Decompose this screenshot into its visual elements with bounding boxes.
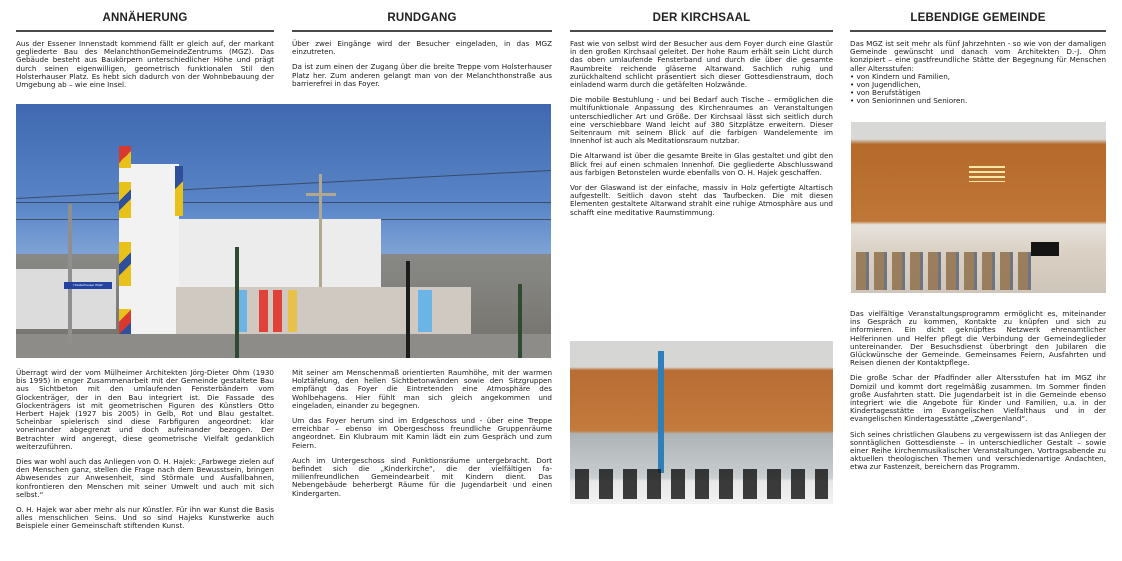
hajek-figure bbox=[119, 146, 131, 168]
paragraph: Fast wie von selbst wird der Besucher aus dem Foyer durch eine Glastür in den großen Kirchsaal geleitet. Der hohe Raum erhält sein Licht durch das oben umlaufende Fensterband und durch die über die gesamte Raumbreite reichende gläserne Altarwand. Sachlich ruhig und zurückhaltend schlicht präsentiert sich dieser Gottesdienstraum, doch einladend warm durch die getäfelten Holzwände. bbox=[570, 39, 833, 90]
heading-lebendige-gemeinde: LEBENDIGE GEMEINDE bbox=[910, 12, 1046, 24]
photo-church-exterior bbox=[16, 104, 551, 358]
heading-rundgang: RUNDGANG bbox=[387, 12, 457, 24]
paragraph: Dies war wohl auch das Anliegen von O. H. Hajek: „Farbwege zielen auf den Menschen ganz, stellen die Frage nach dem Bewusstsein, bringen Abwesendes zur Anwesenheit, sind Störmale und Ausfallbahnen, konfrontieren den Menschen mit seiner Umwelt und auch mit sich selbst.“ bbox=[16, 457, 274, 499]
paragraph: Das MGZ ist seit mehr als fünf Jahrzehnten - so wie von der damaligen Gemeinde gewünscht und danach vom Architekten D.-J. Ohm konzipiert – eine gastfreundliche Stätte der Begegnung für Menschen aller Altersstufen: bbox=[850, 39, 1106, 73]
column-kirchsaal bbox=[570, 0, 833, 224]
blue-column bbox=[658, 351, 664, 473]
street-sign bbox=[64, 282, 112, 289]
colour-stele bbox=[288, 290, 297, 332]
paragraph: Die große Schar der Pfadfinder aller Altersstufen hat im MGZ ihr Domizil und kommt dort regelmäßig zusammen. Im Sommer finden große Ausfahrten statt. Die Jugendarbeit ist in die Gemeinde ebenso integriert wie die Angebote für Kinder und Familien, u.a. in der Kindertagesstätte im Evangelischen Vielfalthaus und in der evangelischen Kindertagesstätte „Zwergenland“. bbox=[850, 373, 1106, 424]
body-text bbox=[570, 40, 833, 217]
list-item: • von Kindern und Familien, bbox=[850, 73, 1106, 81]
heading-annaeherung: ANNÄHERUNG bbox=[102, 12, 188, 24]
photo-church-hall bbox=[851, 122, 1106, 293]
colour-stele bbox=[418, 290, 432, 332]
traffic-light-pole bbox=[518, 284, 522, 358]
chairs bbox=[575, 469, 828, 499]
audience-list bbox=[850, 73, 1106, 106]
light-inscription bbox=[969, 166, 1005, 182]
hajek-figure bbox=[119, 182, 131, 218]
cross bbox=[319, 174, 322, 289]
column-lebendige-gemeinde bbox=[850, 0, 1106, 472]
colour-stele bbox=[259, 290, 268, 332]
hajek-figure bbox=[175, 166, 183, 216]
paragraph: O. H. Hajek war aber mehr als nur Künstler. Für ihn war Kunst die Basis alles menschlichen Seins. Und so sind Hajeks Kunstwerke auch Beispiele einer Gemeinschaft stiftenden Kunst. bbox=[16, 505, 274, 531]
street bbox=[16, 334, 551, 358]
heading-rule bbox=[570, 30, 833, 32]
paragraph: Da ist zum einen der Zugang über die breite Treppe vom Holsterhauser Platz her. Zum anderen gelangt man von der Melanchthonstraße aus barrierefrei in das Foyer. bbox=[292, 62, 552, 88]
hajek-figure bbox=[119, 242, 131, 286]
colour-stele bbox=[238, 290, 247, 332]
paragraph: Auch im Untergeschoss sind Funktionsräume untergebracht. Dort befindet sich die „Kinderkirche“, die der vielfältigen familienfreundlichen Gemeindearbeit mit Kindern dient. Das Nebengebäude beherbergt Räume für die Jugendarbeit und einen Kindergarten. bbox=[292, 455, 552, 498]
paragraph: Um das Foyer herum sind im Erdgeschoss und - über eine Treppe erreichbar – ebenso im Obergeschoss freundliche Gruppenräume angeordnet. Ein Klubraum mit Kamin lädt ein zum Gespräch und zum Feiern. bbox=[292, 416, 552, 450]
column-rundgang bbox=[292, 0, 552, 498]
list-item: • von Jugendlichen, bbox=[850, 81, 1106, 89]
paragraph: Aus der Essener Innenstadt kommend fällt er gleich auf, der markant gegliederte Bau des MelanchthonGemeindeZentrums (MGZ). Das Gebäude besteht aus Baukörpern unterschiedlicher Höhe und prägt durch seinen eigenwilligen, geometrisch funktionalen Stil den Holsterhauser Platz. Es hebt sich dadurch von der Wohnbebauung der Umgebung ab – wie eine Insel. bbox=[16, 39, 274, 90]
heading-rule bbox=[16, 30, 274, 32]
paragraph: Das vielfältige Veranstaltungsprogramm ermöglicht es, miteinander ins Gespräch zu kommen, Kontakte zu knüpfen und sich zu informieren. Ein dicht geknüpftes Netzwerk ehrenamtlicher Helferinnen und Helfer pflegt die Verbindung der Gemeindeglieder untereinander. Der Besuchsdienst überbringt den Jubilaren die Glückwünsche der Gemeinde. Gemeinsames Feiern, Ausfahrten und Reisen dienen der Kontaktpflege. bbox=[850, 309, 1106, 368]
cross-bar bbox=[306, 193, 336, 196]
photo-foyer bbox=[570, 341, 833, 504]
paragraph: Vor der Glaswand ist der einfache, massiv in Holz gefertigte Altartisch aufgestellt. Seitlich davon steht das Taufbecken. Die mit diesen Elementen gestaltete Altarwand strahlt eine ruhige Atmosphäre aus und schafft eine meditative Raumstimmung. bbox=[570, 183, 833, 217]
list-item: • von Seniorinnen und Senioren. bbox=[850, 97, 1106, 105]
street-pole bbox=[68, 204, 72, 344]
traffic-light-pole bbox=[235, 247, 239, 358]
heading-rule bbox=[850, 30, 1106, 32]
body-text bbox=[292, 369, 552, 505]
chair-rows bbox=[856, 252, 1036, 290]
paragraph: Sich seines christlichen Glaubens zu vergewissern ist das Anliegen der sonntäglichen Gottesdienste – in unterschiedlicher Gestalt – sowie einer Reihe kirchenmusikalischer Veranstaltungen. Vortragsabende zu aktuellen theologischen Themen und verschiedenartige Andachten, etwa zur Fastenzeit, bereichern das Programm. bbox=[850, 429, 1106, 472]
heading-rule bbox=[292, 30, 552, 32]
neighbour-building bbox=[16, 269, 116, 329]
body-text bbox=[16, 369, 274, 538]
paragraph: Die Altarwand ist über die gesamte Breite in Glas gestaltet und gibt den Blick frei auf einen schmalen Innenhof. Die gegliederte Abschlusswand aus farbigen Betonstelen wurde ebenfalls von O. H. Hajek geschaffen. bbox=[570, 151, 833, 177]
body-text bbox=[850, 310, 1106, 479]
paragraph: Die mobile Bestuhlung - und bei Bedarf auch Tische – ermöglichen die multifunktionale Anpassung des Kirchenraumes an Veranstaltungen unterschiedlicher Art und Größe. Der Kirchsaal lässt sich seitlich durch eine verschiebbare Wand leicht auf 380 Sitzplätze erweitern. Dieser Seitenraum mit seinem Blick auf die farbigen Wandelemente im Innenhof ist auch als Meditationsraum nutzbar. bbox=[570, 95, 833, 146]
bell-tower bbox=[119, 164, 179, 339]
heading-kirchsaal: DER KIRCHSAAL bbox=[652, 12, 751, 24]
paragraph: Mit seiner am Menschenmaß orientierten Raumhöhe, mit der warmen Holztäfelung, den hellen Sichtbetonwänden sowie den Sitzgruppen empfängt das Foyer die Eintretenden eine Atmosphäre des Wohlbehagens. Hier fühlt man sich gleich angekommen und eingeladen, einander zu begegnen. bbox=[292, 368, 552, 410]
colour-stele bbox=[273, 290, 282, 332]
paragraph: Überragt wird der vom Mülheimer Architekten Jörg-Dieter Ohm (1930 bis 1995) in enger Zusammenarbeit mit der Gemeinde gestaltete Bau aus Sichtbeton mit den umlaufenden Fensterbändern vom Glockenträger, der in den Bau integriert ist. Die Fassade des Glockenträgers ist mit geometrischen Figuren des Künstlers Otto Herbert Hajek (1927 bis 2005) in Gelb, Rot und Blau gestaltet. Scheinbar spielerisch sind diese Farbfiguren angeordnet: klar voneinander abgegrenzt und doch aufeinander bezogen. Der Betrachter wird angeregt, diese geometrische Vielfalt gedanklich weiterzuführen. bbox=[16, 368, 274, 451]
intro-text bbox=[16, 40, 274, 89]
paragraph: Über zwei Eingänge wird der Besucher eingeladen, in das MGZ einzutreten. bbox=[292, 39, 552, 57]
intro-text bbox=[292, 40, 552, 88]
list-item: • von Berufstätigen bbox=[850, 89, 1106, 97]
church-building bbox=[146, 219, 381, 289]
overhead-wire bbox=[16, 170, 550, 199]
traffic-light-pole bbox=[406, 261, 410, 358]
overhead-wire bbox=[16, 202, 551, 203]
intro-text bbox=[850, 40, 1106, 106]
street-sign-text: Holsterhauser Platz bbox=[73, 283, 103, 287]
